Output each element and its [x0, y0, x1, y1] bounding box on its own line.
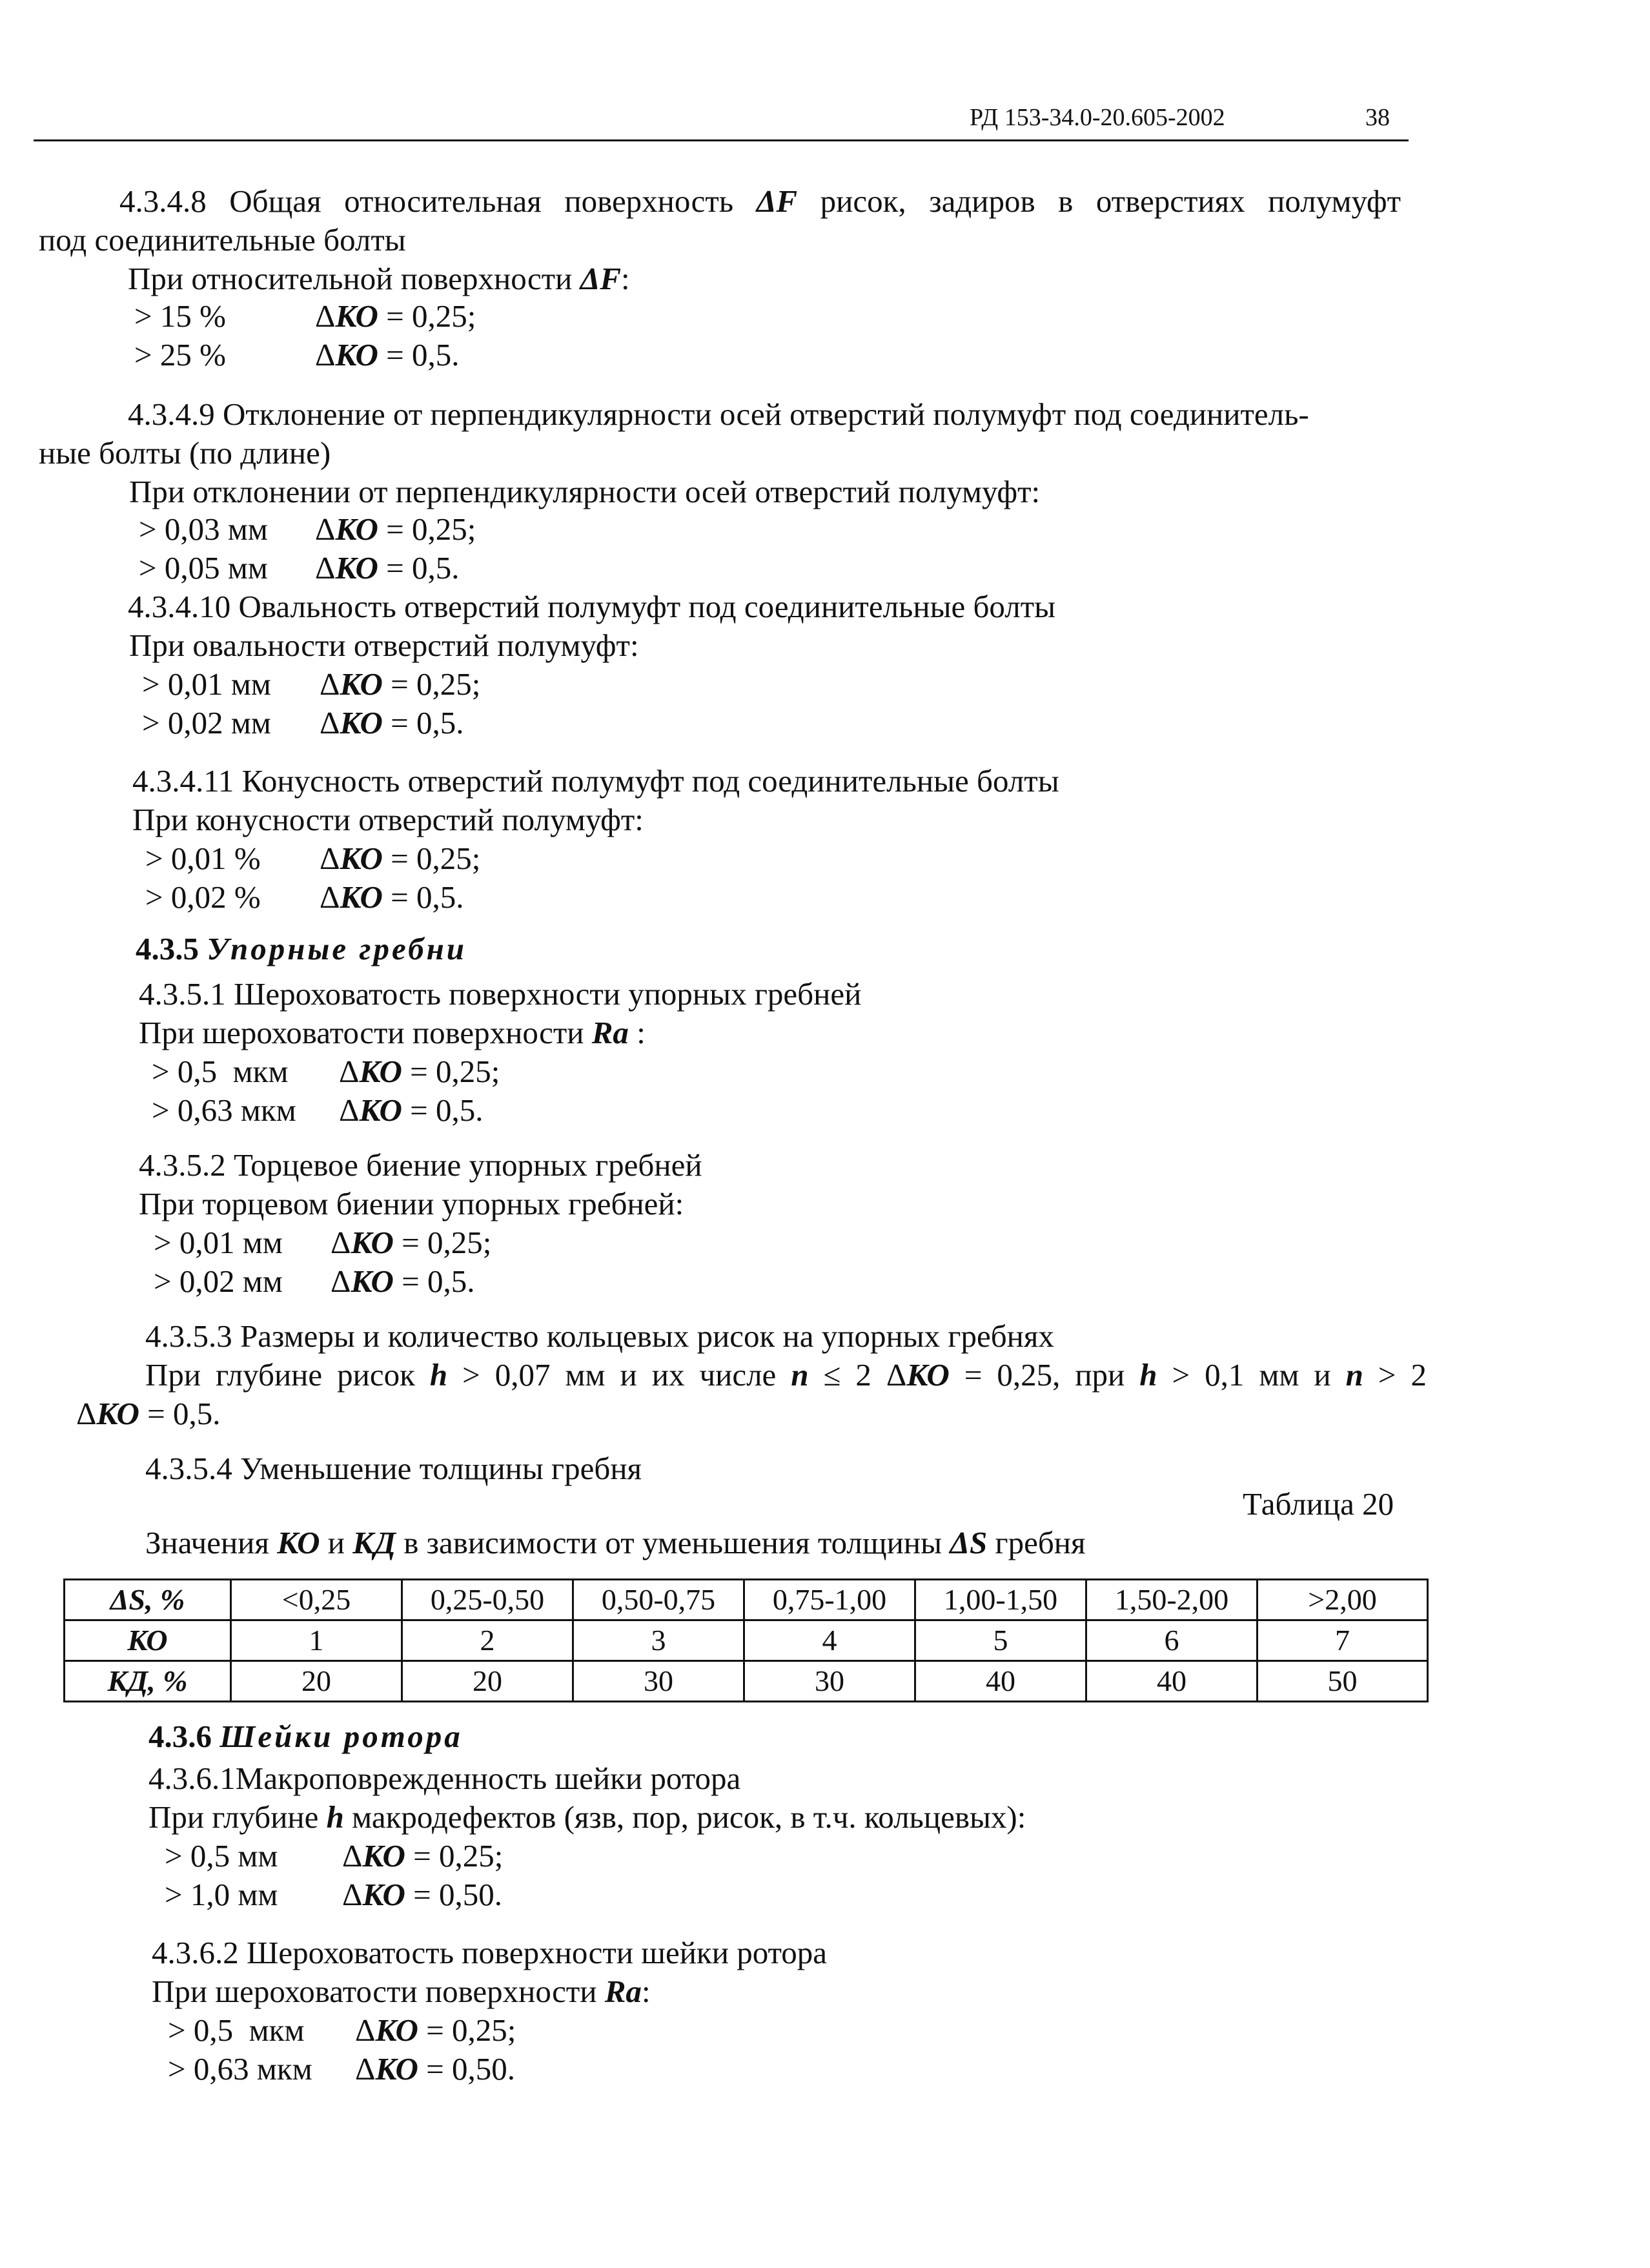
- section-43411-result-2: ΔКО = 0,5.: [320, 879, 464, 915]
- section-4353-title: 4.3.5.3 Размеры и количество кольцевых рисок на упорных гребнях: [145, 1318, 1054, 1354]
- section-4362-result-2: ΔКО = 0,50.: [355, 2051, 515, 2087]
- page-number: 38: [1365, 104, 1390, 131]
- section-4348-condition: При относительной поверхности ΔF:: [128, 261, 630, 296]
- section-4349-result-1: ΔКО = 0,25;: [315, 511, 476, 547]
- section-4351-result-2: ΔКО = 0,5.: [339, 1092, 484, 1128]
- section-4348-value-1: > 15 %: [134, 298, 226, 334]
- section-4352-title: 4.3.5.2 Торцевое биение упорных гребней: [139, 1147, 702, 1183]
- section-4352-value-1: > 0,01 мм: [154, 1225, 283, 1260]
- section-4351-condition: При шероховатости поверхности Ra :: [139, 1015, 646, 1050]
- section-4352-condition: При торцевом биении упорных гребней:: [139, 1186, 684, 1221]
- section-4351-title: 4.3.5.1 Шероховатость поверхности упорных гребней: [139, 976, 862, 1012]
- table-cell: 50: [1258, 1661, 1428, 1702]
- section-4348-result-2: ΔКО = 0,5.: [315, 337, 460, 373]
- section-4351-value-1: > 0,5 мкм: [152, 1054, 289, 1089]
- section-4361-result-2: ΔКО = 0,50.: [342, 1877, 502, 1912]
- section-435-heading: 4.3.5 Упорные гребни: [136, 931, 467, 966]
- section-4352-result-1: ΔКО = 0,25;: [331, 1225, 492, 1260]
- section-43411-title: 4.3.4.11 Конусность отверстий полумуфт под соединительные болты: [132, 763, 1059, 799]
- section-4349-value-2: > 0,05 мм: [139, 550, 268, 586]
- section-4353-text-line2: ΔКО = 0,5.: [76, 1396, 221, 1431]
- header-rule: [34, 139, 1409, 141]
- section-4362-title: 4.3.6.2 Шероховатость поверхности шейки ротора: [152, 1935, 828, 1970]
- table-cell: 30: [573, 1661, 744, 1702]
- section-4352-value-2: > 0,02 мм: [154, 1263, 283, 1299]
- table-cell: 4: [744, 1620, 915, 1661]
- section-43411-result-1: ΔКО = 0,25;: [320, 841, 481, 876]
- table-row-header: КД, %: [65, 1661, 231, 1702]
- document-code: РД 153-34.0-20.605-2002: [970, 104, 1225, 131]
- section-4348-title-line2: под соединительные болты: [39, 222, 406, 258]
- section-43410-value-2: > 0,02 мм: [142, 705, 271, 741]
- table-cell: 7: [1258, 1620, 1428, 1661]
- section-4362-result-1: ΔКО = 0,25;: [355, 2012, 516, 2048]
- section-43411-value-2: > 0,02 %: [145, 879, 261, 915]
- section-4351-result-1: ΔКО = 0,25;: [339, 1054, 500, 1089]
- table-cell: <0,25: [231, 1580, 402, 1620]
- table-20-caption: Значения КО и КД в зависимости от уменьшения толщины ΔS гребня: [145, 1525, 1086, 1560]
- section-4361-condition: При глубине h макродефектов (язв, пор, рисок, в т.ч. кольцевых):: [148, 1799, 1026, 1835]
- table-row: [65, 1620, 1428, 1661]
- table-cell: 1,00-1,50: [915, 1580, 1086, 1620]
- section-43411-value-1: > 0,01 %: [145, 841, 261, 876]
- section-43410-title: 4.3.4.10 Овальность отверстий полумуфт под соединительные болты: [128, 589, 1056, 624]
- table-row-header: ΔS, %: [65, 1580, 231, 1620]
- section-4361-title: 4.3.6.1Макроповрежденность шейки ротора: [148, 1761, 741, 1796]
- section-4361-value-2: > 1,0 мм: [165, 1877, 278, 1912]
- section-4361-value-1: > 0,5 мм: [165, 1838, 278, 1874]
- table-cell: 2: [402, 1620, 573, 1661]
- table-cell: 30: [744, 1661, 915, 1702]
- table-row: [65, 1580, 1428, 1620]
- table-cell: 40: [1086, 1661, 1258, 1702]
- section-4349-result-2: ΔКО = 0,5.: [315, 550, 460, 586]
- section-4353-text-line1: При глубине рисок h > 0,07 мм и их числе n ≤ 2 ΔКО = 0,25, при h > 0,1 мм и n > 2: [145, 1357, 1427, 1393]
- table-20-label: Таблица 20: [1243, 1486, 1394, 1522]
- section-4362-value-1: > 0,5 мкм: [168, 2012, 305, 2048]
- table-row-header: КО: [65, 1620, 231, 1661]
- section-436-heading: 4.3.6 Шейки ротора: [148, 1719, 463, 1754]
- table-cell: 20: [231, 1661, 402, 1702]
- table-20: [63, 1578, 1429, 1702]
- section-43410-condition: При овальности отверстий полумуфт:: [129, 628, 639, 663]
- section-4362-condition: При шероховатости поверхности Ra:: [152, 1974, 651, 2009]
- section-43410-value-1: > 0,01 мм: [142, 666, 271, 702]
- table-cell: 5: [915, 1620, 1086, 1661]
- section-43410-result-1: ΔКО = 0,25;: [320, 666, 481, 702]
- section-4349-value-1: > 0,03 мм: [139, 511, 268, 547]
- section-4354-title: 4.3.5.4 Уменьшение толщины гребня: [145, 1451, 642, 1486]
- section-43410-result-2: ΔКО = 0,5.: [320, 705, 464, 741]
- section-4351-value-2: > 0,63 мкм: [152, 1092, 296, 1128]
- table-cell: 6: [1086, 1620, 1258, 1661]
- table-row: [65, 1661, 1428, 1702]
- section-4349-title-line1: 4.3.4.9 Отклонение от перпендикулярности осей отверстий полумуфт под соединитель-: [128, 396, 1309, 432]
- section-4361-result-1: ΔКО = 0,25;: [342, 1838, 504, 1874]
- table-cell: 1,50-2,00: [1086, 1580, 1258, 1620]
- section-4348-title-line1: 4.3.4.8 Общая относительная поверхность ΔF рисок, задиров в отверстиях полумуфт: [119, 183, 1401, 219]
- table-cell: 0,75-1,00: [744, 1580, 915, 1620]
- section-4349-title-line2: ные болты (по длине): [39, 435, 331, 471]
- table-cell: 0,25-0,50: [402, 1580, 573, 1620]
- table-cell: 20: [402, 1661, 573, 1702]
- table-cell: 0,50-0,75: [573, 1580, 744, 1620]
- section-43411-condition: При конусности отверстий полумуфт:: [132, 802, 644, 837]
- section-4348-value-2: > 25 %: [134, 337, 226, 373]
- table-cell: >2,00: [1258, 1580, 1428, 1620]
- section-4362-value-2: > 0,63 мкм: [168, 2051, 312, 2087]
- section-4348-result-1: ΔКО = 0,25;: [315, 298, 476, 334]
- section-4349-condition: При отклонении от перпендикулярности осей отверстий полумуфт:: [129, 474, 1041, 509]
- section-4352-result-2: ΔКО = 0,5.: [331, 1263, 475, 1299]
- table-cell: 3: [573, 1620, 744, 1661]
- table-cell: 40: [915, 1661, 1086, 1702]
- table-cell: 1: [231, 1620, 402, 1661]
